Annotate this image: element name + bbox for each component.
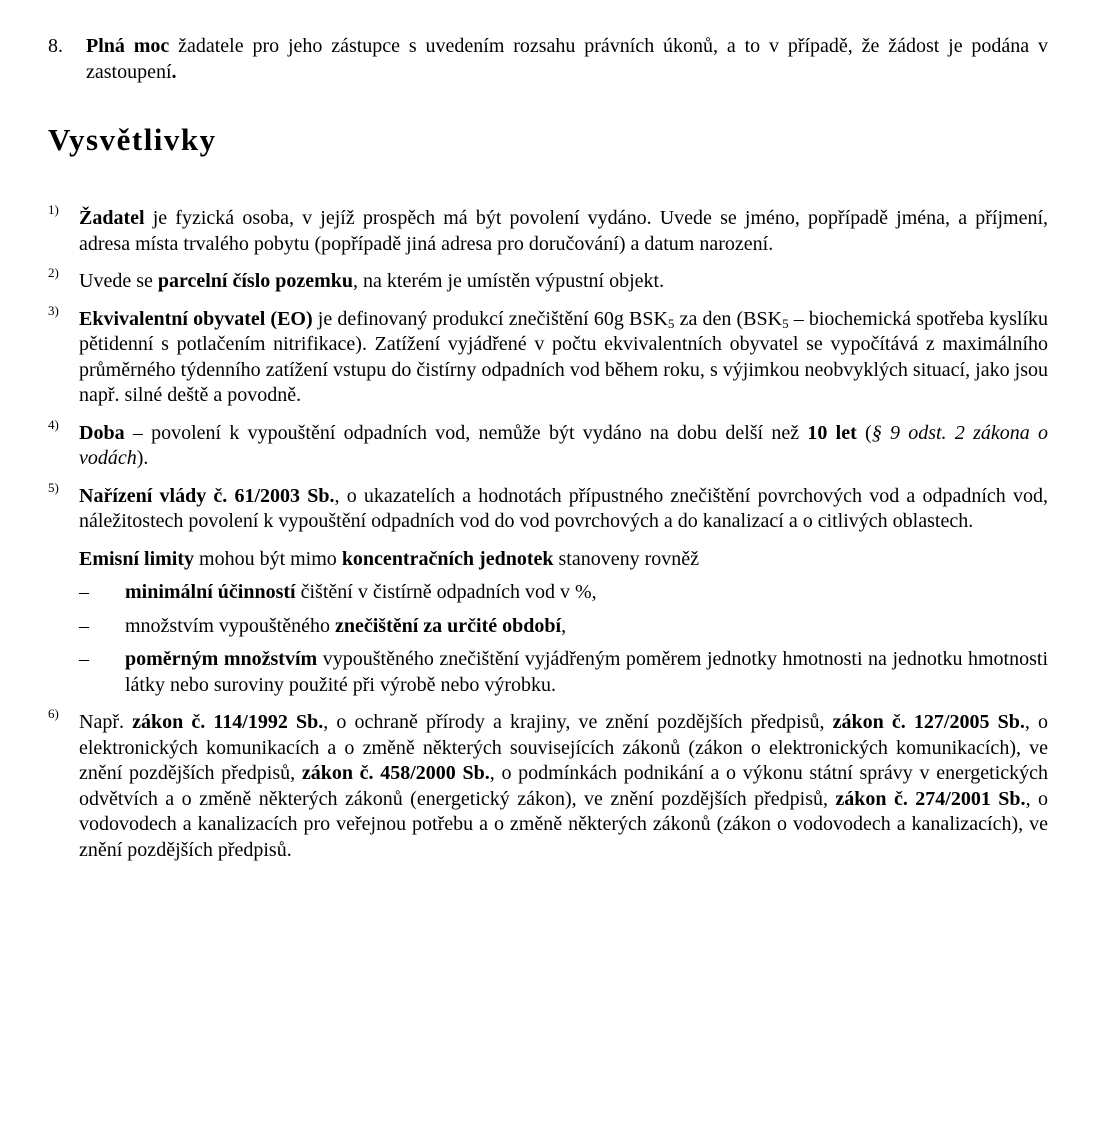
emission-limits (48, 547, 1048, 699)
dash-bullet: – (79, 581, 89, 603)
footnote-body: – biochemická spotřeba kyslíku pětidenní s potlačením nitrifikace). Zatížení vyjádřené v počtu ekvivalentních obyvatel se vypočítává z maximálního průměrného týdenního zatížení vstupu do čistírny odpadních vod během roku, s výjimkou neobvyklých situací, jako jsou např. silné deště a povodně. (79, 307, 1049, 406)
footnote-3 (48, 302, 1049, 409)
footnote-ref: 6) (48, 706, 59, 721)
law-citation: § 9 odst. 2 zákona o vodách (79, 421, 1049, 469)
footnote-term: Nařízení vlády č. 61/2003 Sb. (79, 484, 335, 507)
footnote-5 (48, 479, 1048, 535)
list-term: minimální účinností (125, 581, 296, 603)
footnote-term: 10 let (807, 421, 857, 444)
list-item (79, 614, 1048, 640)
dash-bullet: – (79, 614, 89, 637)
footnote-term: parcelní číslo pozemku (157, 270, 354, 292)
footnotes (48, 202, 1049, 875)
footnote-body: Např. (79, 711, 133, 733)
footnote-body: – povolení k vypouštění odpadních vod, nemůže být vydáno na dobu delší než (124, 421, 808, 444)
footnote-body: , na kterém je umístěn výpustní objekt. (353, 270, 665, 292)
law-reference: zákon č. 127/2005 Sb. (832, 711, 1025, 733)
emission-term: Emisní limity (79, 547, 195, 570)
footnote-text (79, 206, 1048, 257)
law-reference: zákon č. 274/2001 Sb. (835, 787, 1026, 810)
footnote-body: , o ukazatelích a hodnotách přípustného znečištění povrchových vod a odpadních vod, náležitostech povolení k vypouštění odpadních vod do vod povrchových a do kanalizací a o citlivých oblastech. (79, 484, 1048, 532)
footnote-body: , o vodovodech a kanalizacích pro veřejnou potřebu a o změně některých zákonů (zákon o vodovodech a kanalizacích), ve znění pozdějších předpisů. (79, 787, 1049, 861)
list-term: znečištění za určité období (334, 614, 562, 637)
footnote-body: Uvede se (79, 270, 158, 292)
footnote-term: Žadatel (79, 207, 145, 229)
list-item (79, 580, 1048, 606)
list-text: , (561, 614, 567, 637)
emission-body: mohou být mimo (194, 547, 342, 570)
dash-bullet: – (79, 648, 89, 670)
emission-body: stanoveny rovněž (553, 547, 699, 570)
footnote-body: , o elektronických komunikacích a o změně některých souvisejících zákonů (zákon o elektronických komunikacích), ve znění pozdějších předpisů, (79, 711, 1049, 784)
footnote-ref: 4) (48, 416, 59, 432)
item-end: . (171, 61, 177, 83)
footnote-text (79, 421, 1048, 472)
footnote-text (79, 484, 1048, 535)
item-number: 8. (48, 35, 63, 57)
footnote-body: za den (BSK (674, 307, 783, 330)
footnote-6 (48, 706, 1049, 863)
footnote-term: Ekvivalentní obyvatel (EO) (79, 307, 313, 330)
footnote-text (79, 269, 1048, 295)
footnote-body: ). (136, 447, 149, 469)
list-text: vypouštěného znečištění vyjádřeným poměrem jednotky hmotnosti na jednotku hmotnosti látky nebo suroviny použité při výrobě nebo výrobku. (125, 648, 1048, 696)
footnote-body: ( (856, 421, 872, 444)
law-reference: zákon č. 458/2000 Sb. (301, 762, 490, 784)
footnote-ref: 1) (48, 202, 59, 217)
subscript: 5 (667, 315, 675, 331)
footnote-text (79, 307, 1048, 409)
footnote-body: je definovaný produkcí znečištění 60g BSK (312, 307, 668, 330)
list-term: poměrným množstvím (125, 648, 318, 670)
footnote-ref: 5) (48, 479, 59, 495)
list-item-8 (48, 33, 1048, 85)
footnote-2 (48, 265, 1048, 295)
footnote-4 (48, 416, 1049, 472)
subscript: 5 (782, 315, 789, 331)
footnote-body: je fyzická osoba, v jejíž prospěch má být povolení vydáno. Uvede se jméno, popřípadě jména, a příjmení, adresa místa trvalého pobytu (popřípadě jiná adresa pro doručování) a datum narození. (79, 207, 1048, 255)
emission-term: koncentračních jednotek (341, 547, 554, 570)
item-bold-term: Plná moc (86, 35, 170, 57)
footnote-body: , o podmínkách podnikání a o výkonu státní správy v energetických odvětvích a o změně některých zákonů (energetický zákon), ve znění pozdějších předpisů, (79, 762, 1048, 810)
list-text: množstvím vypouštěného (125, 614, 335, 637)
footnote-body: , o ochraně přírody a krajiny, ve znění pozdějších předpisů, (323, 711, 833, 733)
list-item (79, 647, 1048, 698)
footnote-ref: 3) (48, 302, 59, 318)
item-text (86, 33, 1048, 85)
footnote-term: Doba (79, 421, 125, 444)
section-heading: Vysvětlivky (48, 122, 217, 157)
list-text: čištění v čistírně odpadních vod v %, (295, 581, 597, 603)
footnote-text (79, 710, 1048, 863)
footnote-ref: 2) (48, 265, 59, 280)
law-reference: zákon č. 114/1992 Sb. (132, 711, 324, 733)
emission-list (79, 580, 1048, 698)
footnote-1 (48, 202, 1048, 257)
emission-lead (79, 547, 1048, 573)
item-body: žadatele pro jeho zástupce s uvedením rozsahu právních úkonů, a to v případě, že žádost je podána v zastoupení (86, 35, 1049, 83)
